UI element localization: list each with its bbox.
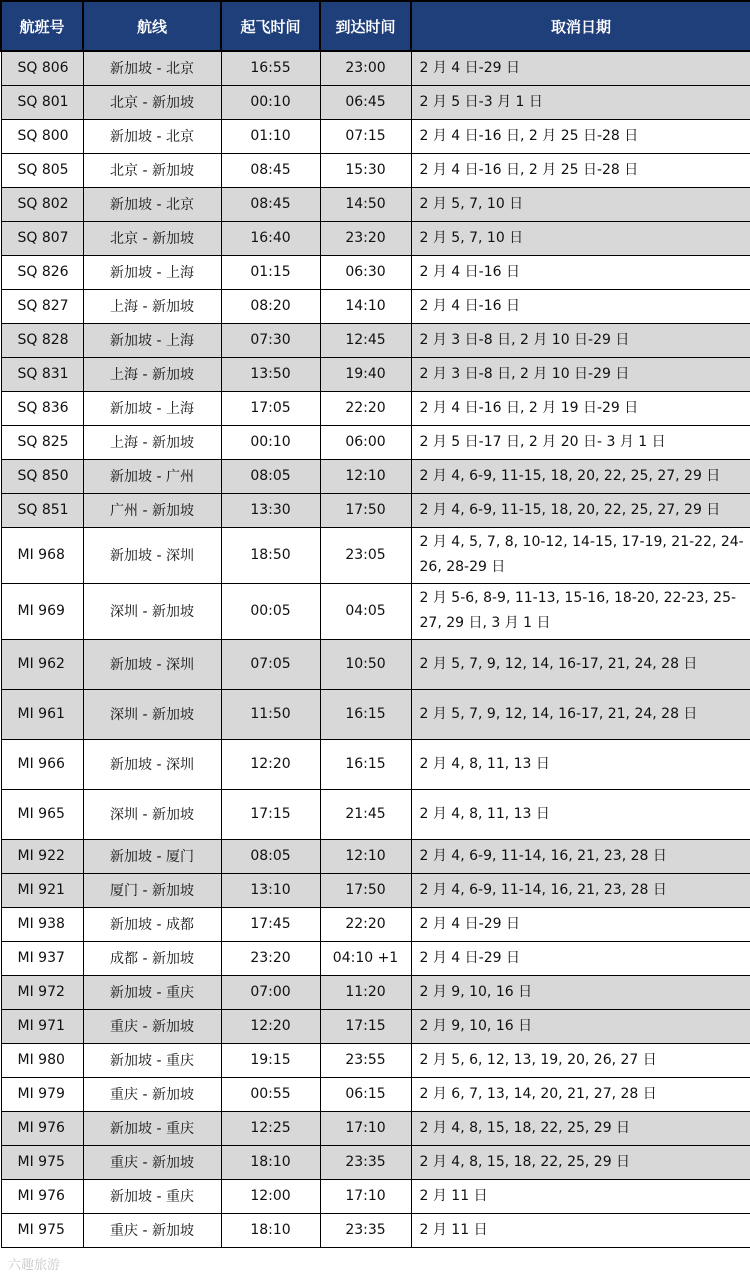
route-cell: 上海 - 新加坡 xyxy=(83,425,221,459)
flight-number-cell: SQ 802 xyxy=(1,187,83,221)
departure-time-cell: 07:30 xyxy=(221,323,320,357)
departure-time-cell: 18:10 xyxy=(221,1213,320,1247)
table-row xyxy=(1,639,750,689)
cancel-dates-cell: 2 月 11 日 xyxy=(411,1179,750,1213)
arrival-time-cell: 22:20 xyxy=(320,907,411,941)
table-row xyxy=(1,527,750,583)
route-cell: 新加坡 - 广州 xyxy=(83,459,221,493)
departure-time-cell: 16:55 xyxy=(221,51,320,85)
route-cell: 北京 - 新加坡 xyxy=(83,85,221,119)
arrival-time-cell: 12:10 xyxy=(320,459,411,493)
flight-number-cell: MI 972 xyxy=(1,975,83,1009)
cancel-dates-cell: 2 月 4 日-29 日 xyxy=(411,941,750,975)
departure-time-cell: 00:05 xyxy=(221,583,320,639)
route-cell: 新加坡 - 重庆 xyxy=(83,1179,221,1213)
cancel-dates-cell: 2 月 4 日-29 日 xyxy=(411,51,750,85)
arrival-time-cell: 17:50 xyxy=(320,493,411,527)
route-cell: 新加坡 - 重庆 xyxy=(83,975,221,1009)
flight-number-cell: MI 980 xyxy=(1,1043,83,1077)
flight-number-cell: MI 922 xyxy=(1,839,83,873)
arrival-time-cell: 17:50 xyxy=(320,873,411,907)
departure-time-cell: 01:10 xyxy=(221,119,320,153)
table-row xyxy=(1,873,750,907)
route-cell: 新加坡 - 重庆 xyxy=(83,1111,221,1145)
route-cell: 新加坡 - 深圳 xyxy=(83,527,221,583)
flight-number-cell: MI 968 xyxy=(1,527,83,583)
departure-time-cell: 13:10 xyxy=(221,873,320,907)
departure-time-cell: 18:10 xyxy=(221,1145,320,1179)
departure-time-cell: 07:05 xyxy=(221,639,320,689)
table-row xyxy=(1,255,750,289)
arrival-time-cell: 23:55 xyxy=(320,1043,411,1077)
route-cell: 新加坡 - 重庆 xyxy=(83,1043,221,1077)
flight-number-cell: MI 965 xyxy=(1,789,83,839)
table-row xyxy=(1,1213,750,1247)
departure-time-cell: 17:05 xyxy=(221,391,320,425)
header-departure: 起飞时间 xyxy=(221,1,320,51)
watermark-logo: 六趣旅游 xyxy=(8,1258,61,1273)
flight-number-cell: SQ 800 xyxy=(1,119,83,153)
cancel-dates-cell: 2 月 4, 6-9, 11-14, 16, 21, 23, 28 日 xyxy=(411,839,750,873)
cancel-dates-cell: 2 月 4, 8, 11, 13 日 xyxy=(411,739,750,789)
arrival-time-cell: 17:10 xyxy=(320,1179,411,1213)
flight-number-cell: SQ 850 xyxy=(1,459,83,493)
departure-time-cell: 16:40 xyxy=(221,221,320,255)
cancel-dates-cell: 2 月 4 日-29 日 xyxy=(411,907,750,941)
route-cell: 新加坡 - 上海 xyxy=(83,391,221,425)
table-row xyxy=(1,493,750,527)
arrival-time-cell: 12:10 xyxy=(320,839,411,873)
flight-number-cell: MI 976 xyxy=(1,1179,83,1213)
route-cell: 上海 - 新加坡 xyxy=(83,289,221,323)
table-row xyxy=(1,425,750,459)
departure-time-cell: 23:20 xyxy=(221,941,320,975)
table-row xyxy=(1,357,750,391)
route-cell: 新加坡 - 北京 xyxy=(83,119,221,153)
route-cell: 新加坡 - 深圳 xyxy=(83,639,221,689)
header-cancel-dates: 取消日期 xyxy=(411,1,750,51)
departure-time-cell: 08:05 xyxy=(221,839,320,873)
table-row xyxy=(1,789,750,839)
departure-time-cell: 08:20 xyxy=(221,289,320,323)
departure-time-cell: 08:45 xyxy=(221,187,320,221)
departure-time-cell: 12:20 xyxy=(221,739,320,789)
departure-time-cell: 11:50 xyxy=(221,689,320,739)
arrival-time-cell: 07:15 xyxy=(320,119,411,153)
table-row xyxy=(1,391,750,425)
arrival-time-cell: 16:15 xyxy=(320,739,411,789)
table-row xyxy=(1,459,750,493)
cancel-dates-cell: 2 月 4 日-16 日, 2 月 25 日-28 日 xyxy=(411,119,750,153)
flight-number-cell: SQ 831 xyxy=(1,357,83,391)
cancel-dates-cell: 2 月 4, 6-9, 11-14, 16, 21, 23, 28 日 xyxy=(411,873,750,907)
header-flight-no: 航班号 xyxy=(1,1,83,51)
cancel-dates-cell: 2 月 5, 7, 10 日 xyxy=(411,187,750,221)
route-cell: 新加坡 - 上海 xyxy=(83,323,221,357)
cancel-dates-cell: 2 月 5-6, 8-9, 11-13, 15-16, 18-20, 22-23, 25-27, 29 日, 3 月 1 日 xyxy=(411,583,750,639)
flight-number-cell: MI 975 xyxy=(1,1213,83,1247)
cancel-dates-cell: 2 月 4, 8, 15, 18, 22, 25, 29 日 xyxy=(411,1145,750,1179)
flight-number-cell: SQ 836 xyxy=(1,391,83,425)
cancel-dates-cell: 2 月 4 日-16 日, 2 月 25 日-28 日 xyxy=(411,153,750,187)
table-row xyxy=(1,839,750,873)
arrival-time-cell: 06:15 xyxy=(320,1077,411,1111)
route-cell: 新加坡 - 上海 xyxy=(83,255,221,289)
flight-number-cell: MI 921 xyxy=(1,873,83,907)
arrival-time-cell: 06:45 xyxy=(320,85,411,119)
arrival-time-cell: 23:20 xyxy=(320,221,411,255)
route-cell: 新加坡 - 厦门 xyxy=(83,839,221,873)
flight-number-cell: MI 966 xyxy=(1,739,83,789)
flight-number-cell: SQ 851 xyxy=(1,493,83,527)
header-route: 航线 xyxy=(83,1,221,51)
table-row xyxy=(1,975,750,1009)
cancel-dates-cell: 2 月 4, 8, 11, 13 日 xyxy=(411,789,750,839)
arrival-time-cell: 10:50 xyxy=(320,639,411,689)
departure-time-cell: 13:30 xyxy=(221,493,320,527)
route-cell: 重庆 - 新加坡 xyxy=(83,1213,221,1247)
arrival-time-cell: 15:30 xyxy=(320,153,411,187)
cancel-dates-cell: 2 月 5, 7, 9, 12, 14, 16-17, 21, 24, 28 日 xyxy=(411,689,750,739)
table-row xyxy=(1,1179,750,1213)
flight-number-cell: MI 969 xyxy=(1,583,83,639)
flight-number-cell: SQ 807 xyxy=(1,221,83,255)
flight-number-cell: MI 971 xyxy=(1,1009,83,1043)
cancel-dates-cell: 2 月 5, 6, 12, 13, 19, 20, 26, 27 日 xyxy=(411,1043,750,1077)
flight-number-cell: MI 937 xyxy=(1,941,83,975)
flight-number-cell: SQ 801 xyxy=(1,85,83,119)
cancel-dates-cell: 2 月 9, 10, 16 日 xyxy=(411,1009,750,1043)
cancel-dates-cell: 2 月 5, 7, 9, 12, 14, 16-17, 21, 24, 28 日 xyxy=(411,639,750,689)
cancel-dates-cell: 2 月 5 日-17 日, 2 月 20 日- 3 月 1 日 xyxy=(411,425,750,459)
arrival-time-cell: 14:50 xyxy=(320,187,411,221)
route-cell: 深圳 - 新加坡 xyxy=(83,789,221,839)
cancel-dates-cell: 2 月 4 日-16 日 xyxy=(411,289,750,323)
arrival-time-cell: 04:10 +1 xyxy=(320,941,411,975)
table-row xyxy=(1,583,750,639)
departure-time-cell: 07:00 xyxy=(221,975,320,1009)
cancel-dates-cell: 2 月 4, 6-9, 11-15, 18, 20, 22, 25, 27, 29 日 xyxy=(411,459,750,493)
cancel-dates-cell: 2 月 4 日-16 日, 2 月 19 日-29 日 xyxy=(411,391,750,425)
arrival-time-cell: 23:35 xyxy=(320,1145,411,1179)
cancel-dates-cell: 2 月 11 日 xyxy=(411,1213,750,1247)
cancel-dates-cell: 2 月 4, 8, 15, 18, 22, 25, 29 日 xyxy=(411,1111,750,1145)
arrival-time-cell: 22:20 xyxy=(320,391,411,425)
arrival-time-cell: 12:45 xyxy=(320,323,411,357)
route-cell: 广州 - 新加坡 xyxy=(83,493,221,527)
departure-time-cell: 18:50 xyxy=(221,527,320,583)
cancel-dates-cell: 2 月 5 日-3 月 1 日 xyxy=(411,85,750,119)
arrival-time-cell: 21:45 xyxy=(320,789,411,839)
table-row xyxy=(1,289,750,323)
departure-time-cell: 00:55 xyxy=(221,1077,320,1111)
flight-number-cell: SQ 805 xyxy=(1,153,83,187)
route-cell: 新加坡 - 北京 xyxy=(83,187,221,221)
arrival-time-cell: 06:30 xyxy=(320,255,411,289)
table-row xyxy=(1,689,750,739)
header-arrival: 到达时间 xyxy=(320,1,411,51)
route-cell: 深圳 - 新加坡 xyxy=(83,583,221,639)
table-row xyxy=(1,907,750,941)
departure-time-cell: 13:50 xyxy=(221,357,320,391)
departure-time-cell: 12:00 xyxy=(221,1179,320,1213)
route-cell: 新加坡 - 成都 xyxy=(83,907,221,941)
arrival-time-cell: 11:20 xyxy=(320,975,411,1009)
route-cell: 重庆 - 新加坡 xyxy=(83,1009,221,1043)
cancel-dates-cell: 2 月 4 日-16 日 xyxy=(411,255,750,289)
flight-number-cell: MI 962 xyxy=(1,639,83,689)
route-cell: 厦门 - 新加坡 xyxy=(83,873,221,907)
departure-time-cell: 08:05 xyxy=(221,459,320,493)
cancel-dates-cell: 2 月 4, 6-9, 11-15, 18, 20, 22, 25, 27, 29 日 xyxy=(411,493,750,527)
flight-number-cell: MI 976 xyxy=(1,1111,83,1145)
arrival-time-cell: 19:40 xyxy=(320,357,411,391)
route-cell: 重庆 - 新加坡 xyxy=(83,1145,221,1179)
arrival-time-cell: 17:15 xyxy=(320,1009,411,1043)
route-cell: 北京 - 新加坡 xyxy=(83,153,221,187)
departure-time-cell: 12:25 xyxy=(221,1111,320,1145)
flight-number-cell: MI 975 xyxy=(1,1145,83,1179)
departure-time-cell: 00:10 xyxy=(221,425,320,459)
departure-time-cell: 19:15 xyxy=(221,1043,320,1077)
table-row xyxy=(1,1145,750,1179)
cancel-dates-cell: 2 月 4, 5, 7, 8, 10-12, 14-15, 17-19, 21-22, 24-26, 28-29 日 xyxy=(411,527,750,583)
departure-time-cell: 01:15 xyxy=(221,255,320,289)
table-row xyxy=(1,1043,750,1077)
route-cell: 新加坡 - 北京 xyxy=(83,51,221,85)
route-cell: 深圳 - 新加坡 xyxy=(83,689,221,739)
route-cell: 重庆 - 新加坡 xyxy=(83,1077,221,1111)
arrival-time-cell: 23:35 xyxy=(320,1213,411,1247)
flight-number-cell: SQ 826 xyxy=(1,255,83,289)
departure-time-cell: 00:10 xyxy=(221,85,320,119)
table-row xyxy=(1,323,750,357)
arrival-time-cell: 23:00 xyxy=(320,51,411,85)
departure-time-cell: 12:20 xyxy=(221,1009,320,1043)
cancel-dates-cell: 2 月 9, 10, 16 日 xyxy=(411,975,750,1009)
table-row xyxy=(1,1111,750,1145)
arrival-time-cell: 16:15 xyxy=(320,689,411,739)
route-cell: 北京 - 新加坡 xyxy=(83,221,221,255)
table-row xyxy=(1,739,750,789)
departure-time-cell: 17:45 xyxy=(221,907,320,941)
arrival-time-cell: 23:05 xyxy=(320,527,411,583)
route-cell: 成都 - 新加坡 xyxy=(83,941,221,975)
table-row xyxy=(1,153,750,187)
table-row xyxy=(1,51,750,85)
arrival-time-cell: 17:10 xyxy=(320,1111,411,1145)
cancel-dates-cell: 2 月 6, 7, 13, 14, 20, 21, 27, 28 日 xyxy=(411,1077,750,1111)
flight-number-cell: SQ 825 xyxy=(1,425,83,459)
table-row xyxy=(1,85,750,119)
table-row xyxy=(1,119,750,153)
arrival-time-cell: 14:10 xyxy=(320,289,411,323)
flight-number-cell: MI 979 xyxy=(1,1077,83,1111)
flight-number-cell: SQ 828 xyxy=(1,323,83,357)
table-header-row xyxy=(1,1,750,51)
cancel-dates-cell: 2 月 3 日-8 日, 2 月 10 日-29 日 xyxy=(411,323,750,357)
departure-time-cell: 08:45 xyxy=(221,153,320,187)
route-cell: 上海 - 新加坡 xyxy=(83,357,221,391)
flight-number-cell: MI 938 xyxy=(1,907,83,941)
cancel-dates-cell: 2 月 5, 7, 10 日 xyxy=(411,221,750,255)
flight-number-cell: SQ 827 xyxy=(1,289,83,323)
table-row xyxy=(1,187,750,221)
departure-time-cell: 17:15 xyxy=(221,789,320,839)
table-row xyxy=(1,941,750,975)
cancel-dates-cell: 2 月 3 日-8 日, 2 月 10 日-29 日 xyxy=(411,357,750,391)
table-row xyxy=(1,1077,750,1111)
table-row xyxy=(1,1009,750,1043)
flight-number-cell: SQ 806 xyxy=(1,51,83,85)
table-row xyxy=(1,221,750,255)
table-body xyxy=(1,51,750,1247)
arrival-time-cell: 04:05 xyxy=(320,583,411,639)
route-cell: 新加坡 - 深圳 xyxy=(83,739,221,789)
flight-number-cell: MI 961 xyxy=(1,689,83,739)
arrival-time-cell: 06:00 xyxy=(320,425,411,459)
